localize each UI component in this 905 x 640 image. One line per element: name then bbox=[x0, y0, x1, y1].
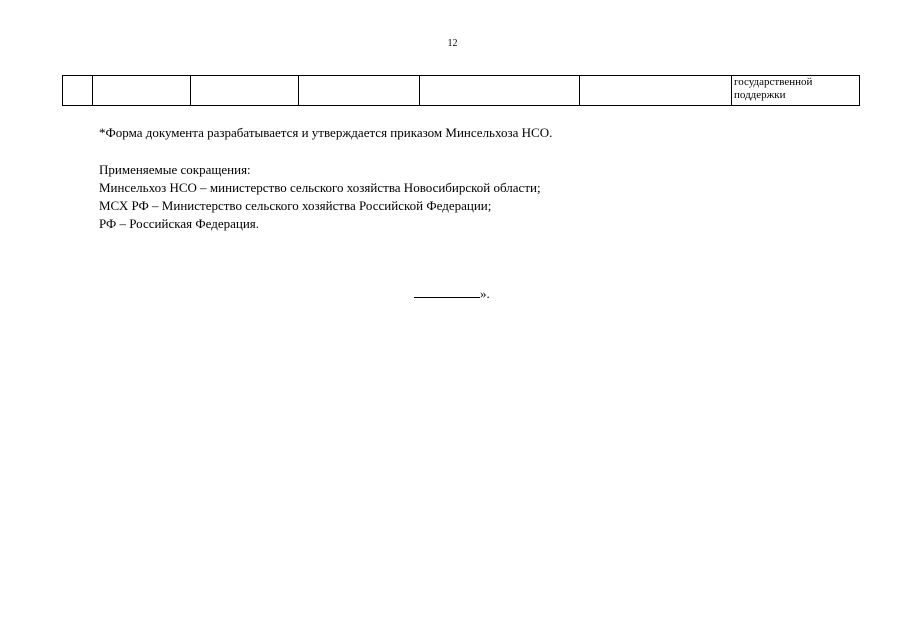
cell-text-line: поддержки bbox=[734, 89, 786, 101]
abbreviation-item: РФ – Российская Федерация. bbox=[99, 216, 260, 231]
abbreviations-heading: Применяемые сокращения: bbox=[99, 162, 251, 177]
footnote: *Форма документа разрабатывается и утверждается приказом Минсельхоза НСО. bbox=[99, 125, 553, 140]
page-number: 12 bbox=[447, 38, 458, 49]
abbreviation-item: Минсельхоз НСО – министерство сельского хозяйства Новосибирской области; bbox=[99, 180, 541, 195]
closing-line bbox=[414, 284, 490, 302]
table-fragment bbox=[62, 75, 860, 106]
table-cell-last-column bbox=[732, 76, 860, 106]
abbreviations-block bbox=[99, 161, 541, 233]
signature-blank bbox=[414, 284, 480, 298]
cell-text-line: государственной bbox=[734, 76, 813, 88]
closing-quote: ». bbox=[480, 286, 490, 301]
table-cell bbox=[580, 76, 732, 106]
table-cell bbox=[93, 76, 191, 106]
table-cell bbox=[299, 76, 420, 106]
table-row bbox=[63, 76, 860, 106]
table-cell bbox=[420, 76, 580, 106]
table-cell bbox=[191, 76, 299, 106]
abbreviation-item: МСХ РФ – Министерство сельского хозяйства Российской Федерации; bbox=[99, 198, 492, 213]
table-cell bbox=[63, 76, 93, 106]
